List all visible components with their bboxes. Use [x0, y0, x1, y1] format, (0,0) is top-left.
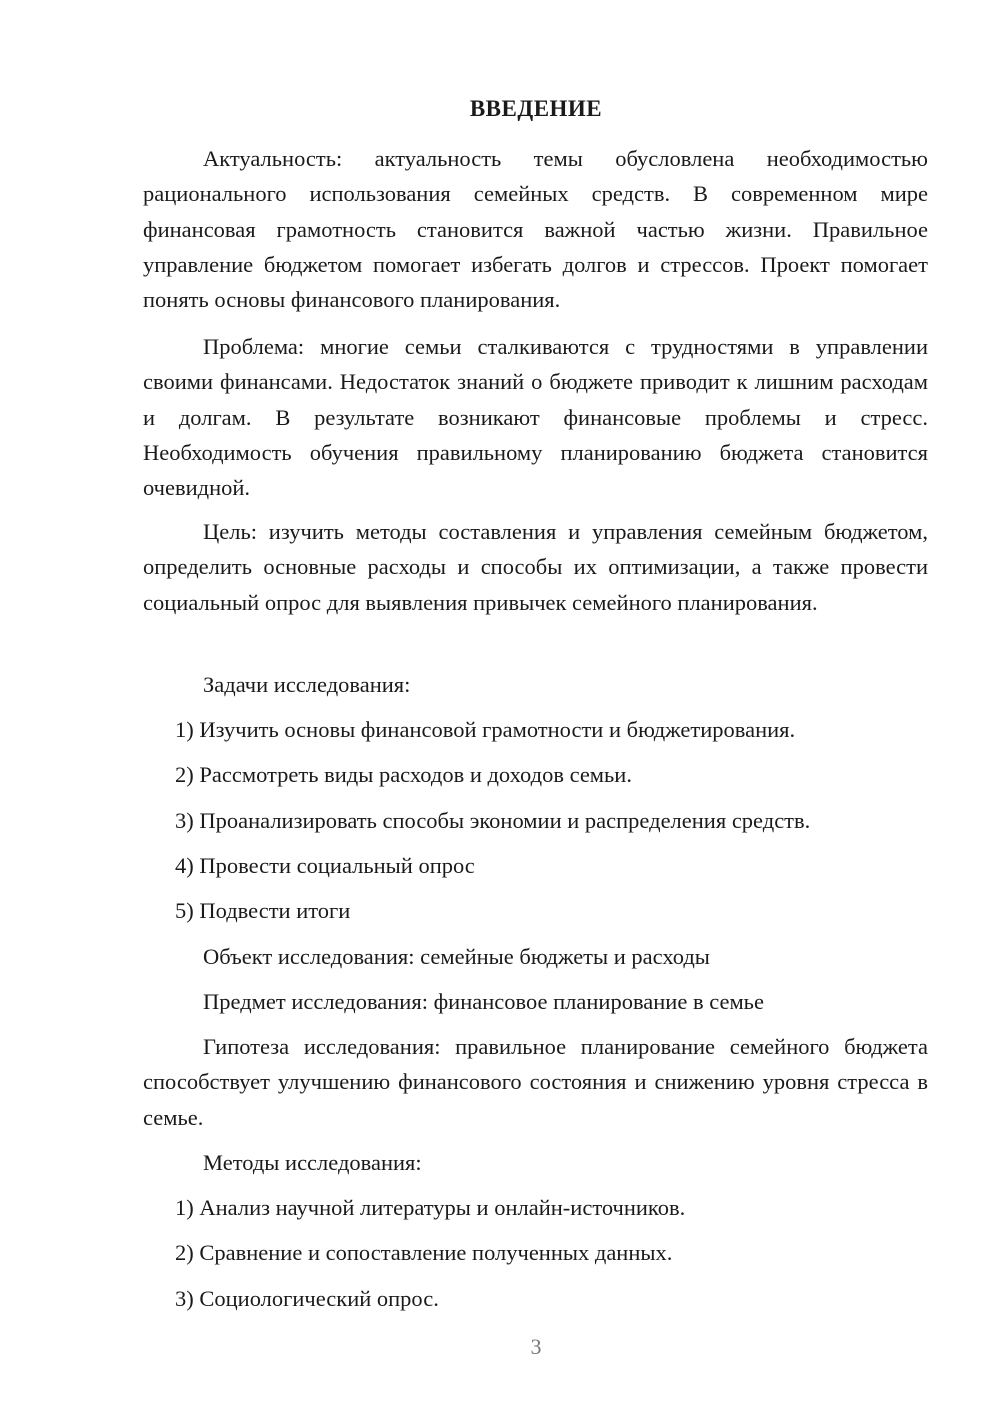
- task-item: 5) Подвести итоги: [175, 898, 351, 923]
- hypothesis-paragraph: Гипотеза исследования: правильное планирование семейного бюджета способствует улучшению финансового состояния и снижению уровня стресса в семье.: [143, 1034, 928, 1130]
- page-title: ВВЕДЕНИЕ: [469, 96, 603, 121]
- method-item: 2) Сравнение и сопоставление полученных данных.: [175, 1240, 673, 1265]
- problem-paragraph: Проблема: многие семьи сталкиваются с трудностями в управлении своими финансами. Недостаток знаний о бюджете приводит к лишним расходам и долгам. В результате возникают финансовые проблемы и стресс. Необходимость обучения правильному планированию бюджета становится очевидной.: [143, 334, 928, 501]
- task-item: 3) Проанализировать способы экономии и распределения средств.: [175, 808, 811, 833]
- relevance-paragraph: Актуальность: актуальность темы обусловлена необходимостью рационального использования семейных средств. В современном мире финансовая грамотность становится важной частью жизни. Правильное управление бюджетом помогает избегать долгов и стрессов. Проект помогает понять основы финансового планирования.: [143, 146, 928, 313]
- page-number: 3: [530, 1334, 542, 1359]
- method-item: 3) Социологический опрос.: [175, 1286, 439, 1311]
- research-object: Объект исследования: семейные бюджеты и расходы: [203, 944, 710, 969]
- research-subject: Предмет исследования: финансовое планирование в семье: [203, 989, 764, 1014]
- method-item: 1) Анализ научной литературы и онлайн-источников.: [175, 1195, 686, 1220]
- goal-paragraph: Цель: изучить методы составления и управления семейным бюджетом, определить основные расходы и способы их оптимизации, а также провести социальный опрос для выявления привычек семейного планирования.: [143, 519, 928, 615]
- task-item: 2) Рассмотреть виды расходов и доходов семьи.: [175, 762, 632, 787]
- methods-label: Методы исследования:: [203, 1150, 422, 1175]
- tasks-label: Задачи исследования:: [203, 672, 411, 697]
- task-item: 1) Изучить основы финансовой грамотности и бюджетирования.: [175, 717, 796, 742]
- task-item: 4) Провести социальный опрос: [175, 853, 475, 878]
